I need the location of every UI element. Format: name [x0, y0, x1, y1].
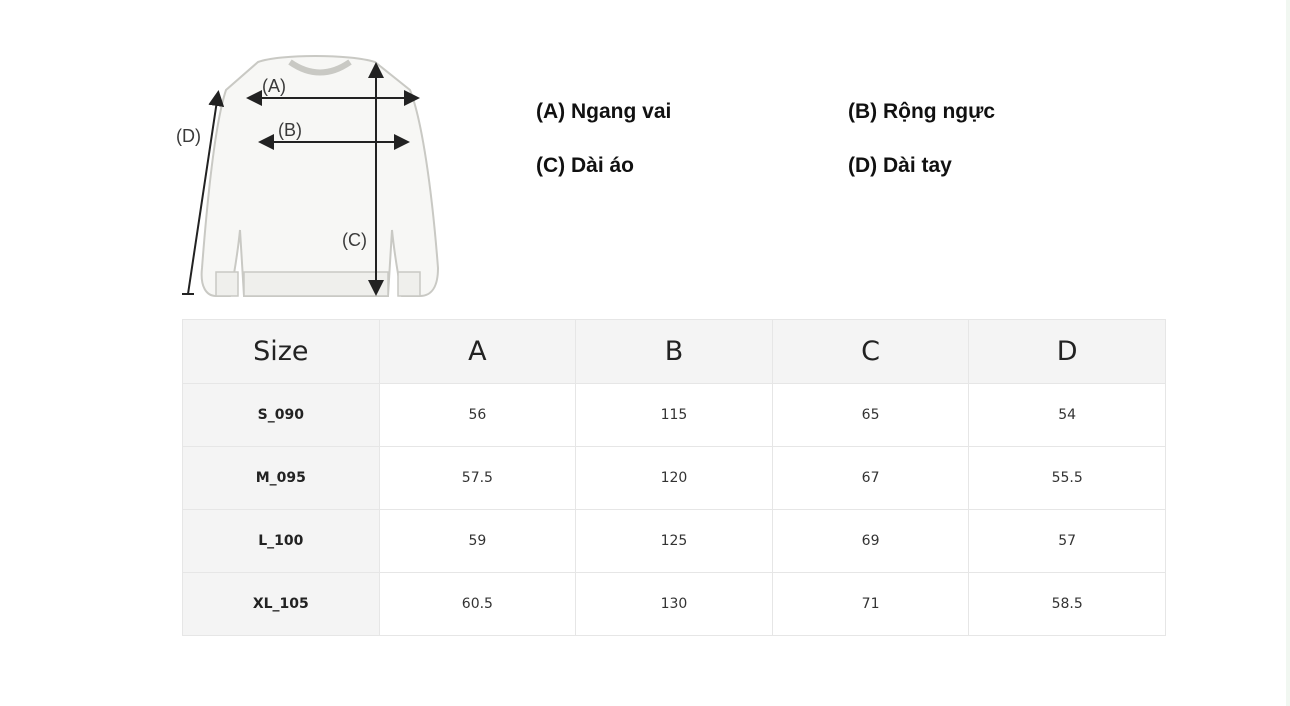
value-d: 57	[969, 510, 1166, 573]
size-cell: XL_105	[183, 573, 380, 636]
sweater-icon	[202, 56, 438, 296]
value-d: 58.5	[969, 573, 1166, 636]
header-size: Size	[183, 320, 380, 384]
value-c: 69	[772, 510, 969, 573]
value-b: 130	[576, 573, 773, 636]
table-header-row	[183, 320, 1166, 384]
label-b: (B)	[278, 120, 302, 140]
table-row	[183, 447, 1166, 510]
value-c: 67	[772, 447, 969, 510]
header-c: C	[772, 320, 969, 384]
size-cell: S_090	[183, 384, 380, 447]
legend-d: (D) Dài tay	[848, 154, 952, 177]
sweater-measurement-diagram	[170, 50, 460, 305]
legend-a: (A) Ngang vai	[536, 100, 672, 123]
value-b: 125	[576, 510, 773, 573]
size-cell: M_095	[183, 447, 380, 510]
value-c: 65	[772, 384, 969, 447]
value-d: 55.5	[969, 447, 1166, 510]
legend-c: (C) Dài áo	[536, 154, 635, 177]
value-a: 60.5	[379, 573, 576, 636]
label-c: (C)	[342, 230, 367, 250]
table-row	[183, 384, 1166, 447]
table-row	[183, 510, 1166, 573]
measurement-legend	[536, 100, 1096, 190]
size-cell: L_100	[183, 510, 380, 573]
label-a: (A)	[262, 76, 286, 96]
label-d: (D)	[176, 126, 201, 146]
value-c: 71	[772, 573, 969, 636]
header-d: D	[969, 320, 1166, 384]
right-edge-strip	[1286, 0, 1290, 706]
value-b: 115	[576, 384, 773, 447]
value-a: 56	[379, 384, 576, 447]
header-a: A	[379, 320, 576, 384]
value-a: 57.5	[379, 447, 576, 510]
header-b: B	[576, 320, 773, 384]
value-b: 120	[576, 447, 773, 510]
size-chart-table	[182, 319, 1166, 636]
value-a: 59	[379, 510, 576, 573]
legend-b: (B) Rộng ngực	[848, 100, 996, 123]
table-row	[183, 573, 1166, 636]
value-d: 54	[969, 384, 1166, 447]
